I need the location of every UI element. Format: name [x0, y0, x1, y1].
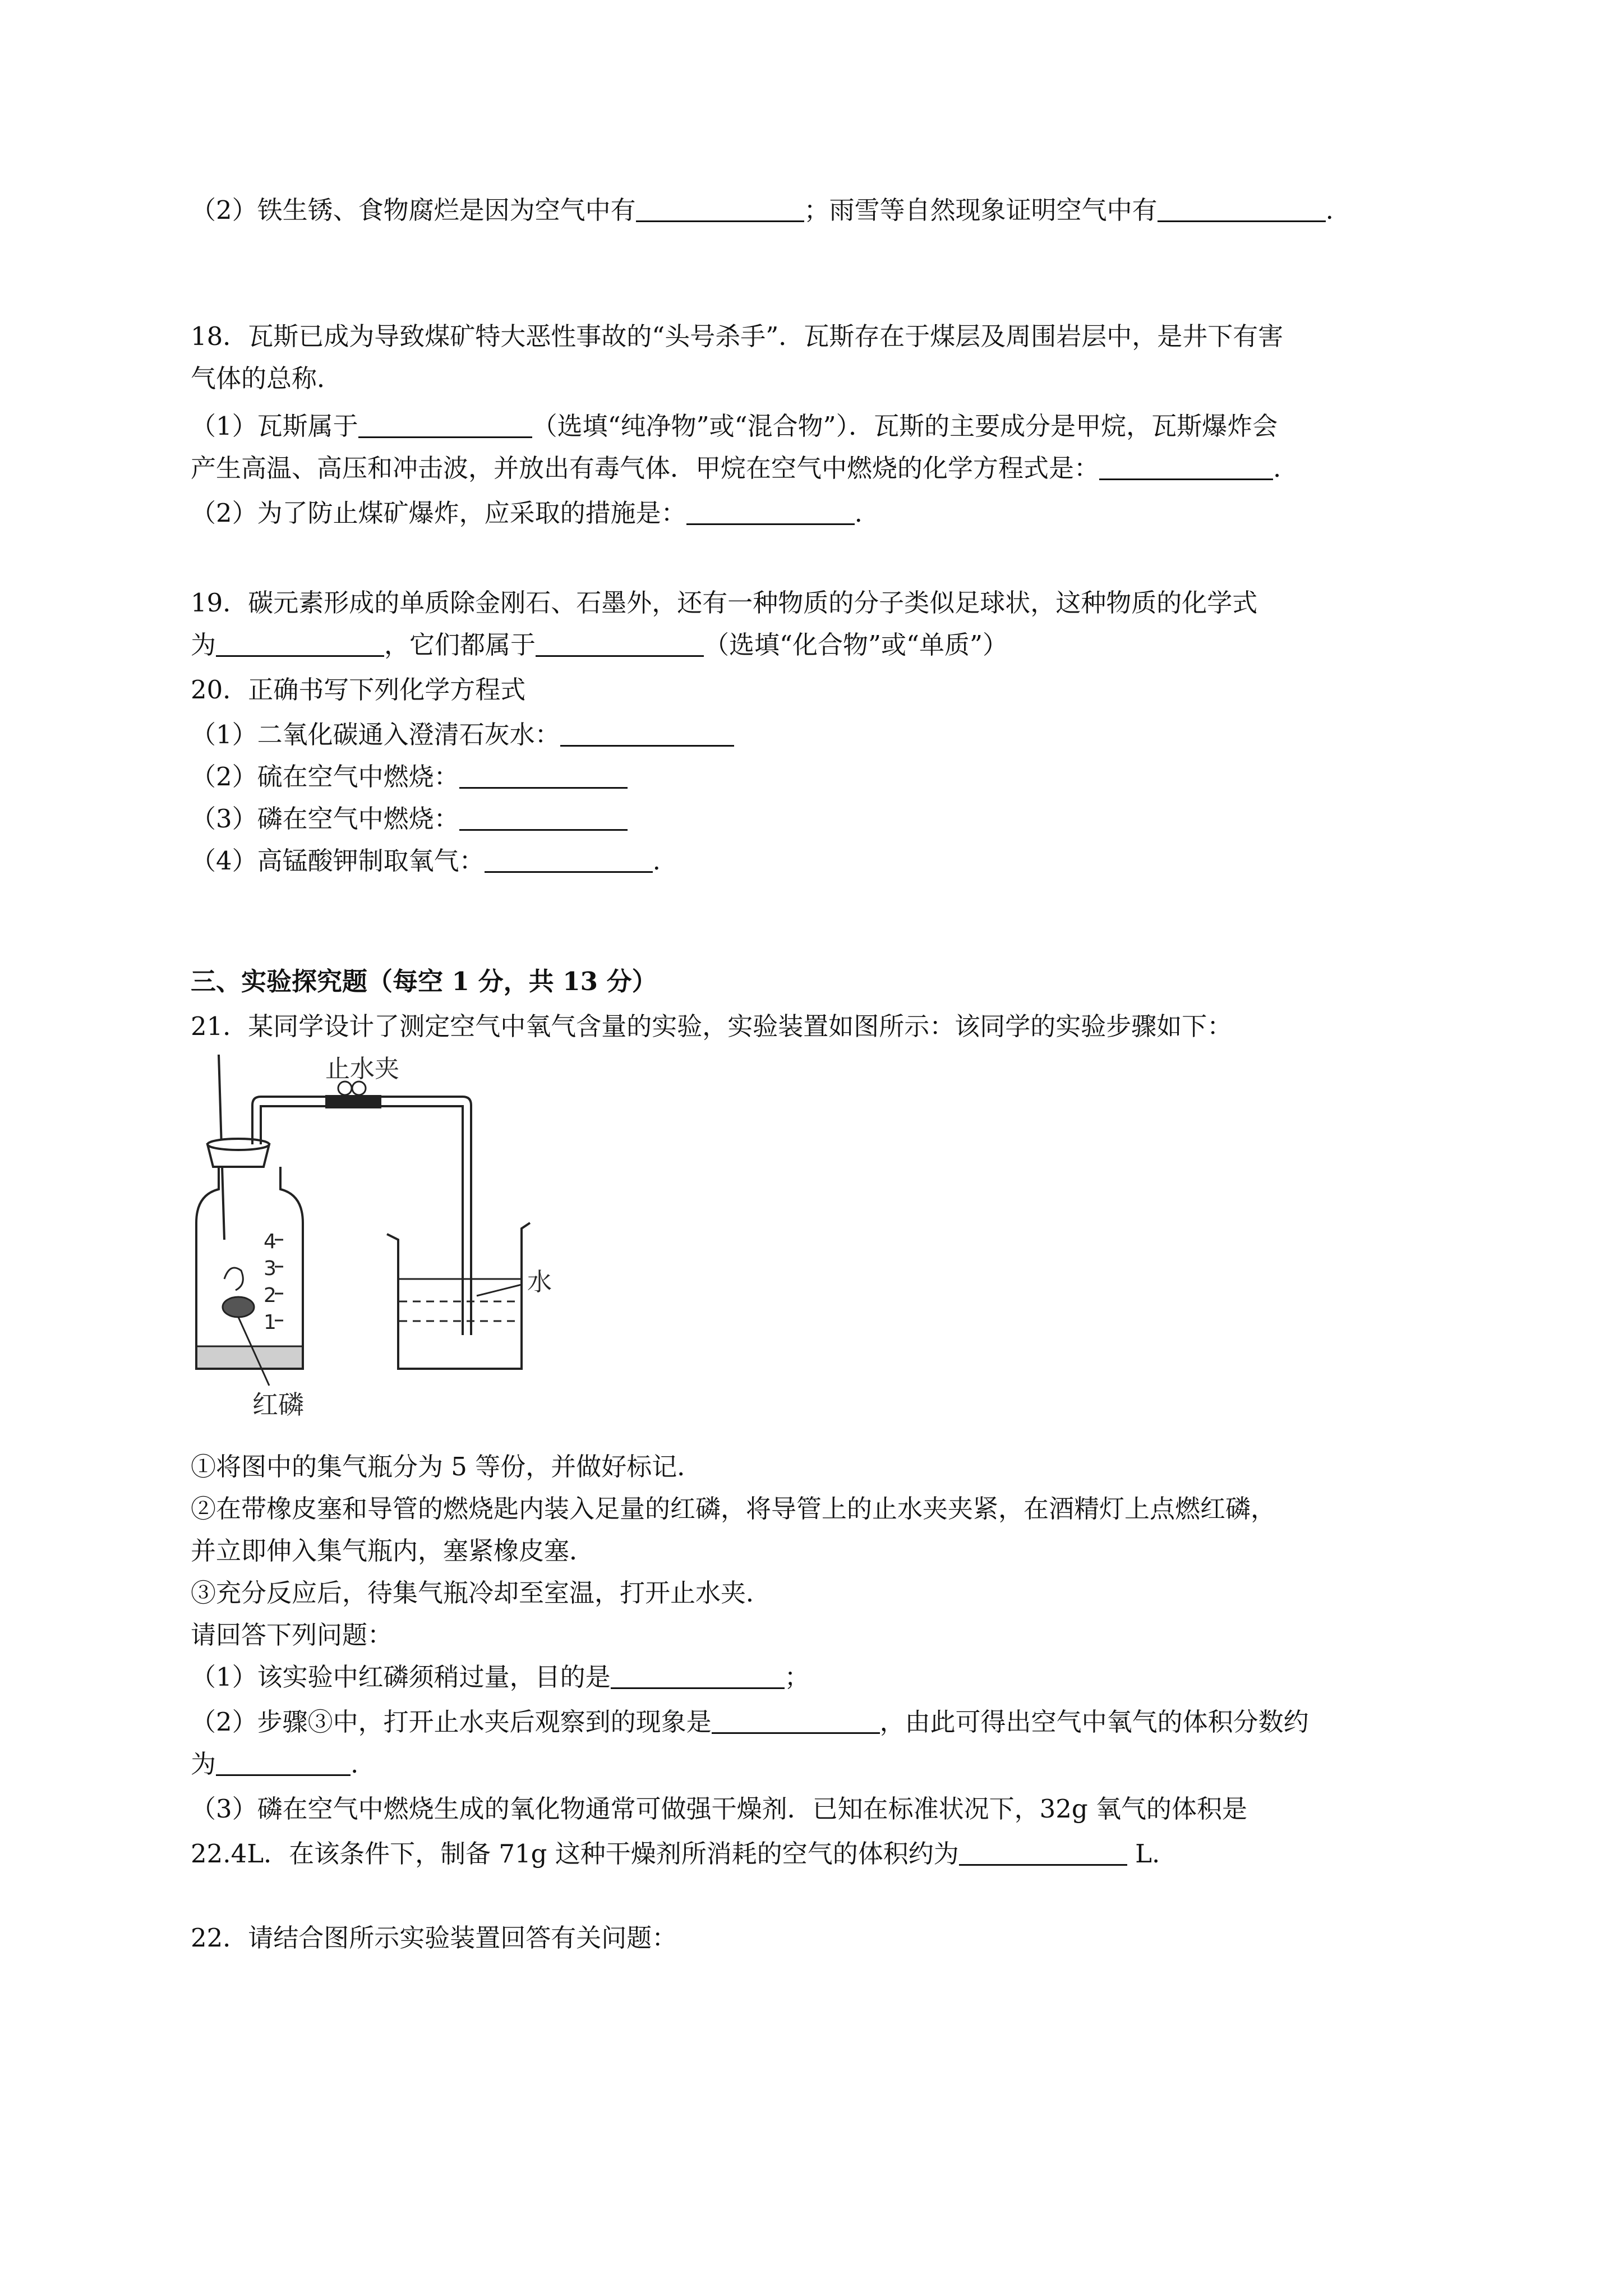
q19-line2: 为 ，它们都属于 （选填“化合物”或“单质”） — [191, 630, 1008, 660]
q18-part1: （1）瓦斯属于 （选填“纯净物”或“混合物”）．瓦斯的主要成分是甲烷，瓦斯爆炸会 — [191, 411, 1278, 441]
q21-intro: 21．某同学设计了测定空气中氧气含量的实验，实验装置如图所示：该同学的实验步骤如下： — [191, 1011, 1233, 1041]
mark-label: 3 — [264, 1257, 276, 1280]
answer-blank[interactable] — [1099, 453, 1273, 480]
q22-intro: 22．请结合图所示实验装置回答有关问题： — [191, 1923, 677, 1953]
gas-bottle — [196, 1167, 303, 1369]
answer-blank[interactable] — [459, 803, 628, 831]
glass-tube — [252, 1097, 471, 1335]
phosphorus-label: 红磷 — [252, 1389, 304, 1420]
q21-ask: 请回答下列问题： — [191, 1620, 393, 1650]
clamp — [325, 1095, 381, 1108]
q21-part1: （1）该实验中红磷须稍过量，目的是 ； — [191, 1662, 810, 1692]
q21-step1: ①将图中的集气瓶分为 5 等份，并做好标记． — [191, 1452, 703, 1481]
phosphorus-spoon — [223, 1297, 254, 1317]
answer-blank[interactable] — [959, 1838, 1127, 1866]
q20-item-2: （2）硫在空气中燃烧： — [191, 760, 628, 794]
q21-part3-cont: 22.4L．在该条件下，制备 71g 这种干燥剂所消耗的空气的体积约为 L. — [191, 1839, 1160, 1869]
q19-line1: 19．碳元素形成的单质除金刚石、石墨外，还有一种物质的分子类似足球状，这种物质的化学式 — [191, 588, 1258, 618]
mark-label: 4 — [264, 1230, 276, 1253]
answer-blank[interactable] — [636, 195, 804, 222]
q20-item-1: （1）二氧化碳通入澄清石灰水： — [191, 718, 734, 752]
answer-blank[interactable] — [1158, 195, 1326, 222]
answer-blank[interactable] — [560, 719, 734, 747]
answer-blank[interactable] — [459, 761, 628, 789]
q17-part2: （2）铁生锈、食物腐烂是因为空气中有 ；雨雪等自然现象证明空气中有 . — [191, 195, 1334, 225]
mark-label: 2 — [264, 1284, 276, 1307]
q20-item-3: （3）磷在空气中燃烧： — [191, 802, 628, 836]
q18-line2: 气体的总称． — [191, 364, 343, 393]
q21-step2-cont: 并立即伸入集气瓶内，塞紧橡皮塞． — [191, 1536, 595, 1566]
section-title: 三、实验探究题（每空 1 分，共 13 分） — [191, 967, 657, 996]
answer-blank[interactable] — [358, 411, 532, 438]
q18-part1-cont: 产生高温、高压和冲击波，并放出有毒气体．甲烷在空气中燃烧的化学方程式是： . — [191, 453, 1281, 483]
q18-part2: （2）为了防止煤矿爆炸，应采取的措施是： . — [191, 498, 863, 528]
answer-blank[interactable] — [686, 498, 855, 525]
answer-blank[interactable] — [216, 1749, 351, 1776]
q20-item-4: （4）高锰酸钾制取氧气： . — [191, 846, 661, 876]
q21-part3: （3）磷在空气中燃烧生成的氧化物通常可做强干燥剂．已知在标准状况下，32g 氧气的体积是 — [191, 1794, 1248, 1824]
water-label: 水 — [527, 1268, 552, 1296]
q21-step2: ②在带橡皮塞和导管的燃烧匙内装入足量的红磷，将导管上的止水夹夹紧，在酒精灯上点燃红磷， — [191, 1494, 1276, 1524]
answer-blank[interactable] — [611, 1662, 785, 1689]
mark-label: 1 — [264, 1311, 276, 1334]
flame — [224, 1268, 243, 1290]
beaker — [387, 1223, 530, 1369]
q18-line1: 18．瓦斯已成为导致煤矿特大恶性事故的“头号杀手”．瓦斯存在于煤层及周围岩层中，是井下有害 — [191, 321, 1284, 351]
answer-blank[interactable] — [712, 1706, 880, 1734]
clamp-label: 止水夹 — [325, 1055, 399, 1083]
answer-blank[interactable] — [536, 629, 704, 657]
q21-part2-cont: 为 . — [191, 1749, 359, 1779]
q21-step3: ③充分反应后，待集气瓶冷却至室温，打开止水夹． — [191, 1578, 772, 1608]
answer-blank[interactable] — [485, 845, 653, 873]
q20-title: 20．正确书写下列化学方程式 — [191, 675, 526, 705]
answer-blank[interactable] — [216, 629, 384, 657]
apparatus-figure — [185, 1055, 611, 1447]
q21-part2: （2）步骤③中，打开止水夹后观察到的现象是 ，由此可得出空气中氧气的体积分数约 — [191, 1707, 1309, 1737]
